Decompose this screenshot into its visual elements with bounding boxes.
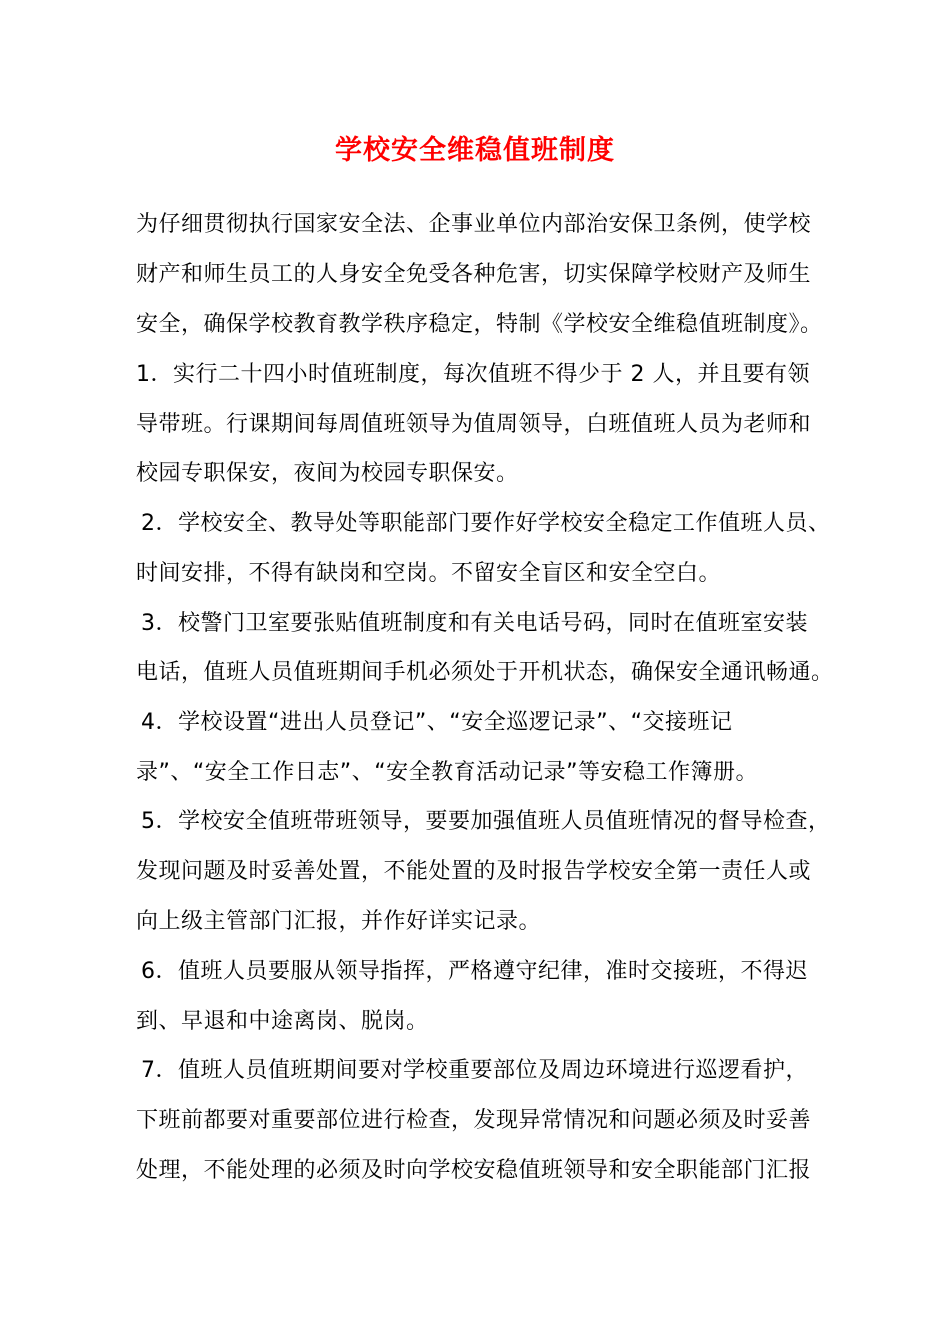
text-line: 6．值班人员要服从领导指挥，严格遵守纪律，准时交接班，不得迟: [141, 959, 808, 984]
text-line: 5．学校安全值班带班领导，要要加强值班人员值班情况的督导检查，: [141, 809, 831, 834]
text-line: 电话，值班人员值班期间手机必须处于开机状态，确保安全通讯畅通。: [136, 660, 834, 685]
text-line: 导带班。行课期间每周值班领导为值周领导，白班值班人员为老师和: [136, 412, 812, 437]
text-line: 处理，不能处理的必须及时向学校安稳值班领导和安全职能部门汇报: [136, 1158, 812, 1183]
text-line: 下班前都要对重要部位进行检查，发现异常情况和问题必须及时妥善: [136, 1108, 812, 1133]
text-line: 安全，确保学校教育教学秩序稳定，特制《学校安全维稳值班制度》。: [136, 312, 823, 337]
text-line: 为仔细贯彻执行国家安全法、企事业单位内部治安保卫条例，使学校: [136, 212, 812, 237]
text-line: 校园专职保安，夜间为校园专职保安。: [136, 461, 519, 486]
text-line: 财产和师生员工的人身安全免受各种危害，切实保障学校财产及师生: [136, 262, 812, 287]
document-title: 学校安全维稳值班制度: [335, 135, 615, 166]
text-line: 7．值班人员值班期间要对学校重要部位及周边环境进行巡逻看护，: [141, 1058, 808, 1083]
text-line: 到、早退和中途离岗、脱岗。: [136, 1009, 429, 1034]
text-line: 时间安排，不得有缺岗和空岗。不留安全盲区和安全空白。: [136, 561, 722, 586]
text-line: 向上级主管部门汇报，并作好详实记录。: [136, 909, 542, 934]
text-line: 1．实行二十四小时值班制度，每次值班不得少于 2 人，并且要有领: [136, 362, 810, 387]
text-line: 2．学校安全、教导处等职能部门要作好学校安全稳定工作值班人员、: [141, 511, 831, 536]
text-line: 录”、“安全工作日志”、“安全教育活动记录”等安稳工作簿册。: [136, 760, 758, 785]
text-line: 发现问题及时妥善处置，不能处置的及时报告学校安全第一责任人或: [136, 859, 812, 884]
text-line: 4．学校设置“进出人员登记”、“安全巡逻记录”、“交接班记: [141, 710, 733, 735]
text-line: 3．校警门卫室要张贴值班制度和有关电话号码，同时在值班室安装: [141, 611, 808, 636]
